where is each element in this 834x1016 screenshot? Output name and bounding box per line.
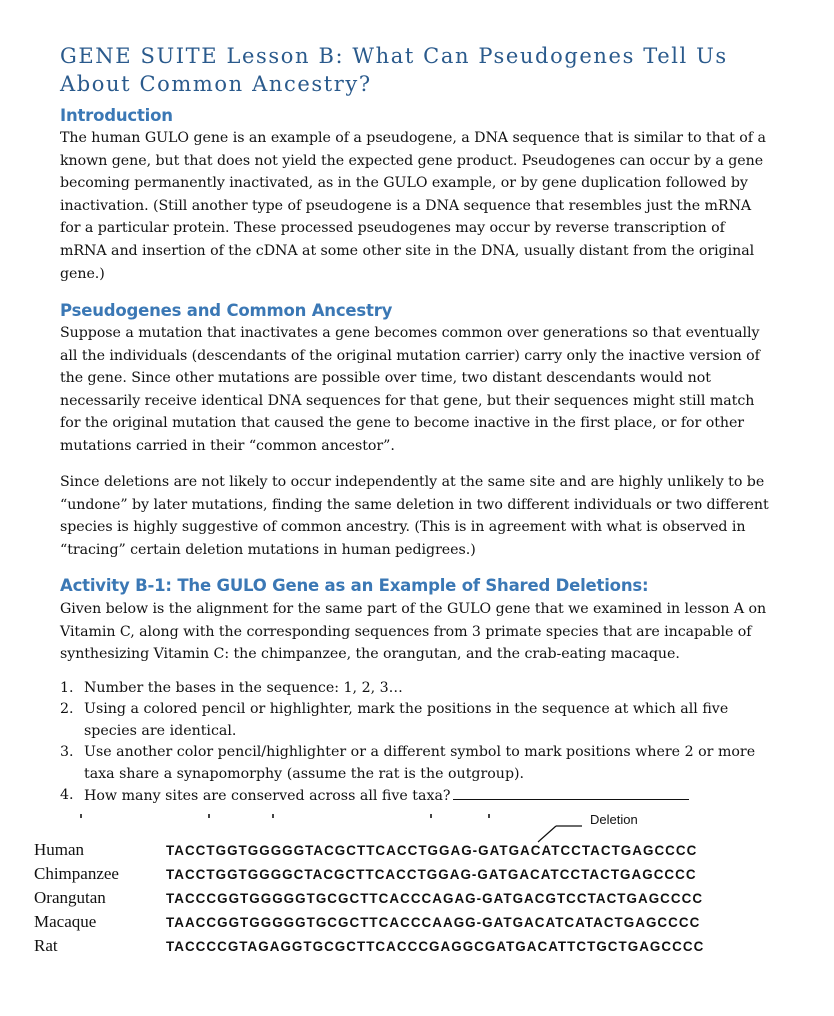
cut-off-text-fragment xyxy=(60,814,780,822)
taxon-name: Macaque xyxy=(34,912,97,931)
alignment-row xyxy=(34,840,814,864)
page-title: GENE SUITE Lesson B: What Can Pseudogenes Tell Us About Common Ancestry? xyxy=(60,44,728,96)
step-number: 4. xyxy=(60,787,74,804)
step-text: How many sites are conserved across all five taxa? xyxy=(84,788,451,805)
taxon-name: Chimpanzee xyxy=(34,864,119,883)
ancestry-heading: Pseudogenes and Common Ancestry xyxy=(60,301,393,320)
deletion-label: Deletion xyxy=(590,812,638,827)
taxon-name: Human xyxy=(34,840,85,859)
step-number: 1. xyxy=(60,680,74,696)
intro-heading: Introduction xyxy=(60,106,173,125)
step-item xyxy=(60,699,772,742)
alignment-row xyxy=(34,912,814,936)
alignment-row xyxy=(34,888,814,912)
step-text: Number the bases in the sequence: 1, 2, 3… xyxy=(84,680,403,696)
alignment-row xyxy=(34,864,814,888)
step-item xyxy=(60,742,772,785)
intro-paragraph: The human GULO gene is an example of a pseudogene, a DNA sequence that is similar to that of a known gene, but that does not yield the expected gene product. Pseudogenes can occur by a gene becoming permanently inactivated, as in the GULO example, or by gene duplication followed by inactivation. (Still another type of pseudogene is a DNA sequence that resembles just the mRNA for a particular protein. These processed pseudogenes may occur by reverse transcription of mRNA and insertion of the cDNA at some other site in the DNA, usually distant from the original gene.) xyxy=(60,130,766,282)
dna-sequence: TACCCCGTAGAGGTGCGCTTCACCCGAGGCGATGACATTCTGCTGAGCCCC xyxy=(166,939,705,954)
taxon-name: Orangutan xyxy=(34,888,106,907)
step-item xyxy=(60,785,772,807)
step-item xyxy=(60,678,772,699)
step-number: 3. xyxy=(60,744,74,761)
activity-paragraph: Given below is the alignment for the same part of the GULO gene that we examined in lesson A on Vitamin C, along with the corresponding sequences from 3 primate species that are incapable of synthesizing Vitamin C: the chimpanzee, the orangutan, and the crab-eating macaque. xyxy=(60,601,767,663)
activity-steps xyxy=(60,678,772,807)
step-number: 2. xyxy=(60,701,74,718)
dna-sequence: TACCTGGTGGGGCTACGCTTCACCTGGAG-GATGACATCCTACTGAGCCCC xyxy=(166,867,697,882)
answer-blank[interactable] xyxy=(453,785,689,800)
activity-heading: Activity B-1: The GULO Gene as an Example of Shared Deletions: xyxy=(60,576,649,595)
ancestry-paragraph-1: Suppose a mutation that inactivates a gene becomes common over generations so that eventually all the individuals (descendants of the original mutation carrier) carry only the inactive version of the gene. Since other mutations are possible over time, two distant descendants would not necessarily receive identical DNA sequences for that gene, but their sequences might still match for the original mutation that caused the gene to become inactive in the first place, or for other mutations carried in their “common ancestor”. xyxy=(60,325,760,454)
dna-sequence: TACCCGGTGGGGGTGCGCTTCACCCAGAG-GATGACGTCCTACTGAGCCCC xyxy=(166,891,704,906)
step-text: Using a colored pencil or highlighter, mark the positions in the sequence at which all five species are identical. xyxy=(84,701,729,739)
ancestry-paragraph-2: Since deletions are not likely to occur independently at the same site and are highly unlikely to be “undone” by later mutations, finding the same deletion in two different individuals or two different species is highly suggestive of common ancestry. (This is in agreement with what is observed in “tracing” certain deletion mutations in human pedigrees.) xyxy=(60,474,769,558)
step-text: Use another color pencil/highlighter or a different symbol to mark positions where 2 or more taxa share a synapomorphy (assume the rat is the outgroup). xyxy=(84,744,756,782)
dna-sequence: TAACCGGTGGGGGTGCGCTTCACCCAAGG-GATGACATCATACTGAGCCCC xyxy=(166,915,701,930)
taxon-name: Rat xyxy=(34,936,58,955)
dna-sequence: TACCTGGTGGGGGTACGCTTCACCTGGAG-GATGACATCCTACTGAGCCCC xyxy=(166,843,698,858)
alignment-row xyxy=(34,936,814,960)
